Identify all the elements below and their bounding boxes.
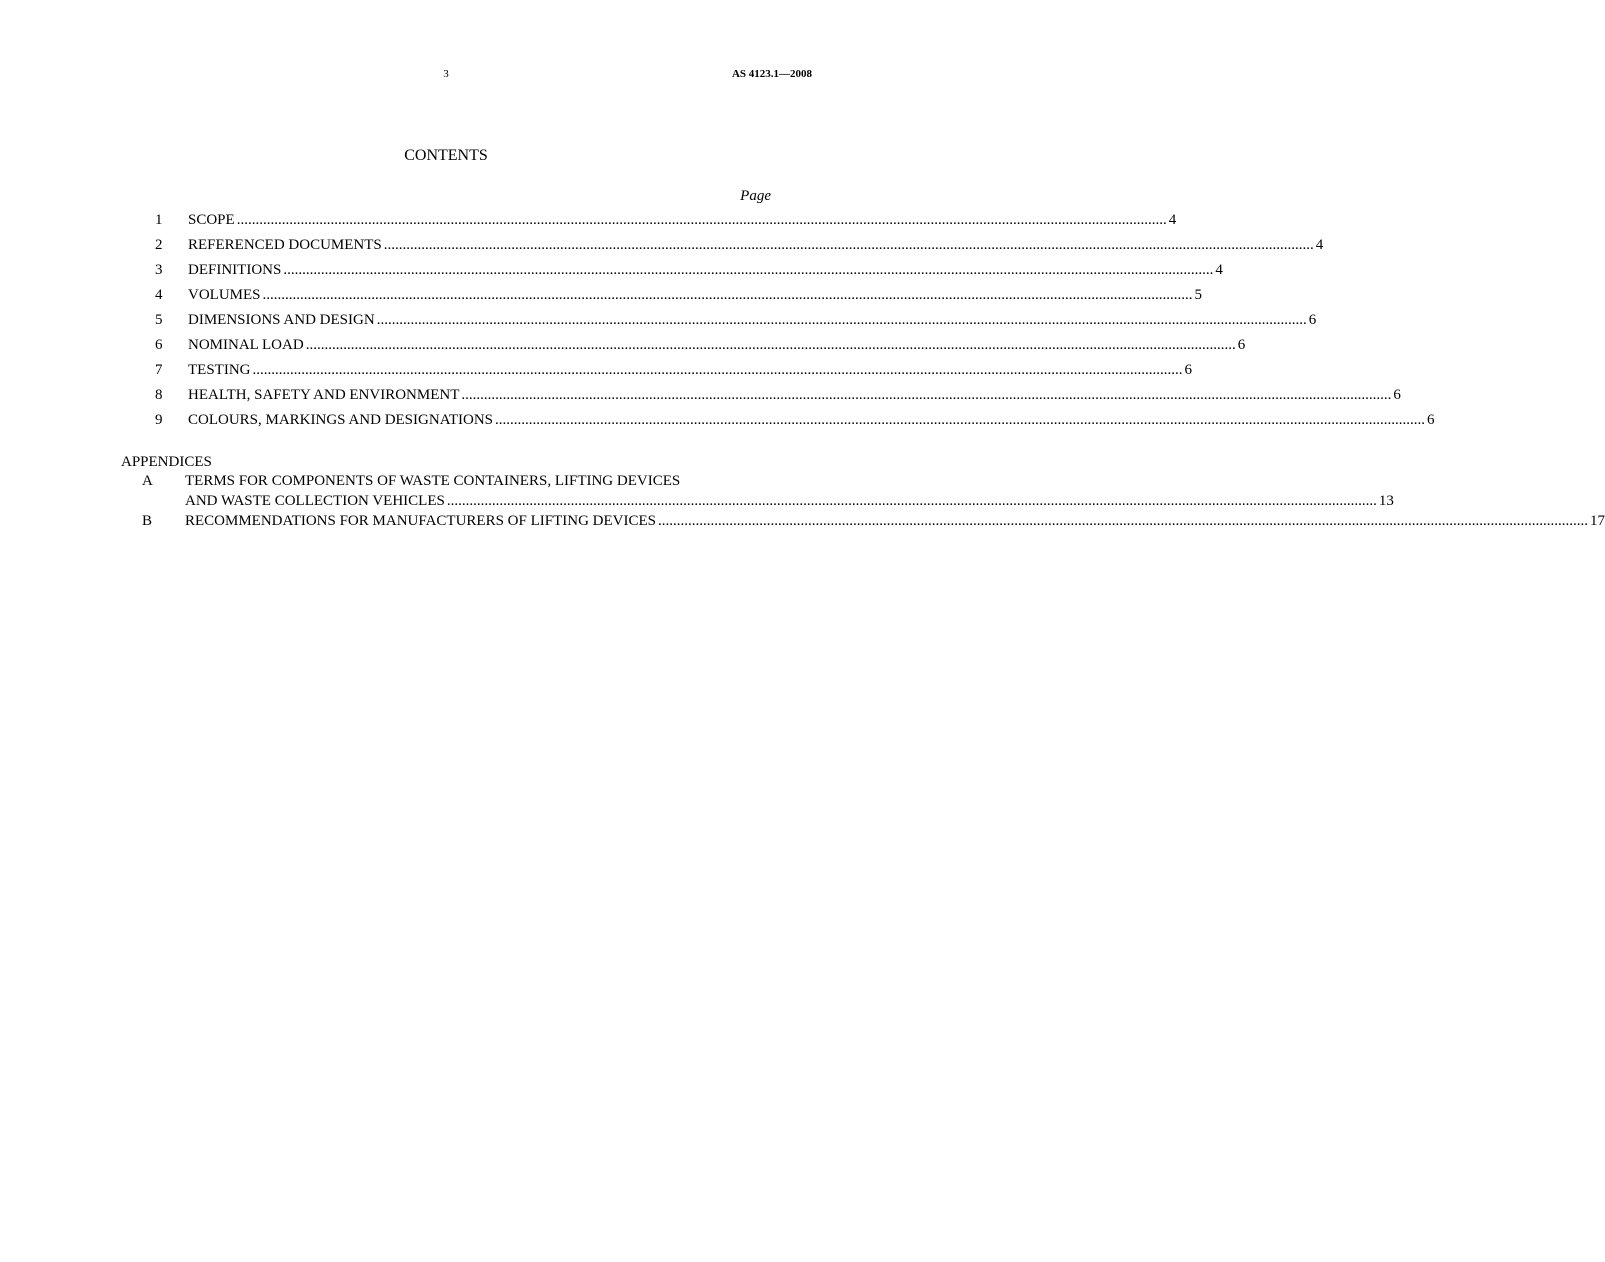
toc-entry-scope[interactable] <box>150 212 1177 237</box>
toc-entry-number: 3 <box>155 262 163 278</box>
contents-title: CONTENTS <box>404 147 488 164</box>
appendices-heading: APPENDICES <box>121 454 212 470</box>
toc-entry-page: 6 <box>1308 312 1317 328</box>
appendix-letter: A <box>142 473 153 489</box>
toc-entry-page: 6 <box>1393 387 1401 403</box>
appendix-entry-a[interactable] <box>121 473 1394 513</box>
toc-entry-title: SCOPE <box>188 212 235 228</box>
appendix-page: 13 <box>1378 493 1394 509</box>
appendix-title-line-1: TERMS FOR COMPONENTS OF WASTE CONTAINERS, LIFTING DEVICES <box>185 473 681 489</box>
table-of-contents <box>150 212 1435 437</box>
toc-entry-title: COLOURS, MARKINGS AND DESIGNATIONS <box>188 412 494 428</box>
toc-entry-title: TESTING <box>188 362 251 378</box>
toc-entry-title: HEALTH, SAFETY AND ENVIRONMENT <box>188 387 460 403</box>
document-code: AS 4123.1—2008 <box>731 68 812 80</box>
appendix-body <box>185 513 1605 533</box>
toc-entry-volumes[interactable] <box>150 287 1203 312</box>
toc-entry-title: NOMINAL LOAD <box>188 337 304 353</box>
dot-leader <box>263 287 1193 304</box>
appendix-body <box>185 473 1394 513</box>
page-column-heading: Page <box>740 188 771 204</box>
toc-entry-page: 4 <box>1215 262 1223 278</box>
dot-leader <box>384 237 1314 254</box>
dot-leader <box>237 212 1167 229</box>
toc-entry-title: VOLUMES <box>188 287 261 303</box>
toc-entry-number: 1 <box>155 212 163 228</box>
toc-entry-nominal-load[interactable] <box>150 337 1246 362</box>
appendix-letter: B <box>142 513 153 529</box>
dot-leader <box>306 337 1236 354</box>
toc-entry-dimensions-and-design[interactable] <box>150 312 1317 337</box>
dot-leader <box>461 387 1391 404</box>
dot-leader <box>377 312 1307 329</box>
toc-entry-page: 6 <box>1237 337 1246 353</box>
toc-entry-referenced-documents[interactable] <box>150 237 1324 262</box>
appendix-list <box>121 473 1605 533</box>
appendix-line <box>185 493 1394 513</box>
toc-entry-definitions[interactable] <box>150 262 1223 287</box>
appendix-page: 17 <box>1590 513 1605 529</box>
appendix-line <box>185 513 1605 533</box>
dot-leader <box>658 513 1588 530</box>
toc-entry-title: DIMENSIONS AND DESIGN <box>188 312 375 328</box>
toc-entry-title: REFERENCED DOCUMENTS <box>188 237 382 253</box>
toc-entry-colours-markings-designations[interactable] <box>150 412 1435 437</box>
appendix-line <box>185 473 1394 493</box>
toc-entry-page: 5 <box>1194 287 1203 303</box>
dot-leader <box>495 412 1425 429</box>
dot-leader <box>447 493 1377 510</box>
toc-entry-testing[interactable] <box>150 362 1192 387</box>
dot-leader <box>283 262 1213 279</box>
toc-entry-page: 4 <box>1168 212 1177 228</box>
page-number: 3 <box>443 68 449 80</box>
toc-entry-health-safety-environment[interactable] <box>150 387 1401 412</box>
toc-entry-page: 6 <box>1184 362 1192 378</box>
toc-entry-number: 2 <box>155 237 163 253</box>
appendix-title-line-1: RECOMMENDATIONS FOR MANUFACTURERS OF LIFTING DEVICES <box>185 513 657 529</box>
appendix-title-line-2: AND WASTE COLLECTION VEHICLES <box>185 493 445 509</box>
toc-entry-number: 4 <box>155 287 163 303</box>
toc-entry-title: DEFINITIONS <box>188 262 282 278</box>
toc-entry-page: 4 <box>1315 237 1324 253</box>
toc-entry-number: 5 <box>155 312 163 328</box>
dot-leader <box>253 362 1183 379</box>
toc-entry-number: 8 <box>155 387 163 403</box>
toc-entry-page: 6 <box>1427 412 1435 428</box>
toc-entry-number: 6 <box>155 337 163 353</box>
toc-entry-number: 7 <box>155 362 163 378</box>
toc-entry-number: 9 <box>155 412 163 428</box>
appendix-entry-b[interactable] <box>121 513 1605 533</box>
